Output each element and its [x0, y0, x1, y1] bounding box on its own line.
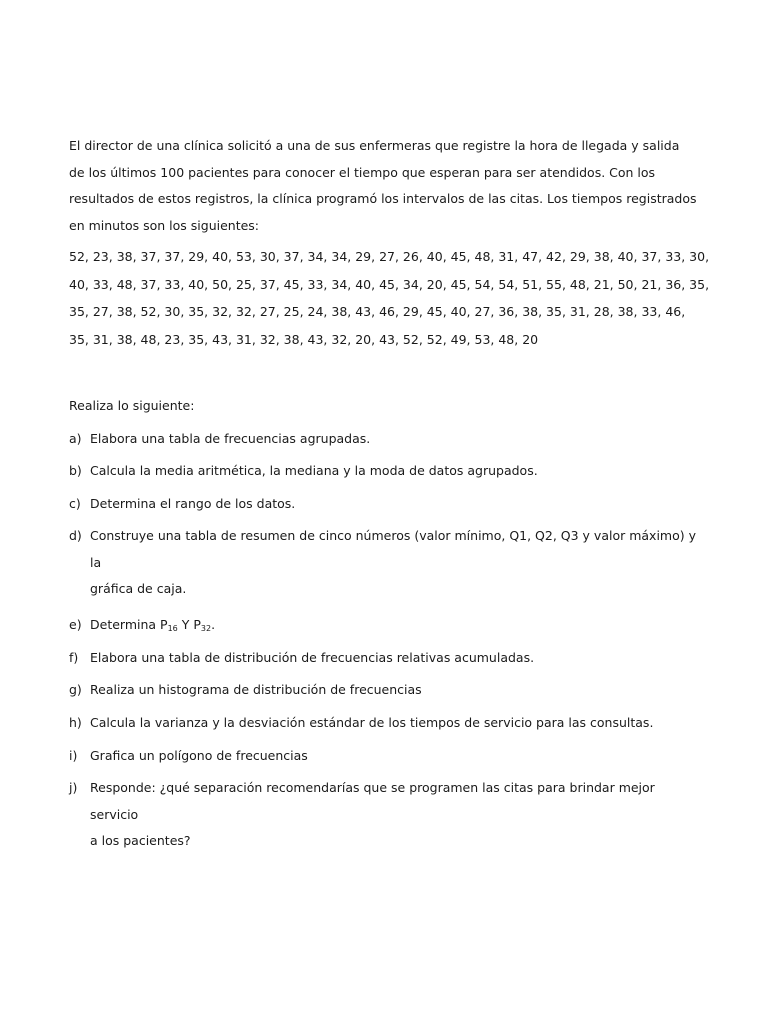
task-text-part: Y P — [177, 617, 201, 633]
intro-line: El director de una clínica solicitó a una de sus enfermeras que registre la hora de llegada y salida — [69, 138, 680, 153]
task-marker: d) — [69, 528, 82, 544]
percentile-subscript: 16 — [167, 624, 178, 634]
intro-line: en minutos son los siguientes: — [69, 217, 260, 233]
task-text: Construye una tabla de resumen de cinco números (valor mínimo, Q1, Q2, Q3 y valor máximo) y la — [90, 528, 696, 570]
task-text: Determina el rango de los datos. — [90, 495, 296, 511]
task-text: Grafica un polígono de frecuencias — [90, 747, 308, 763]
task-text: Calcula la media aritmética, la mediana y la moda de datos agrupados. — [90, 463, 538, 479]
task-marker: j) — [69, 780, 78, 796]
data-line: 40, 33, 48, 37, 33, 40, 50, 25, 37, 45, 33, 34, 40, 45, 34, 20, 45, 54, 54, 51, 55, 48, 21, 50, 21, 36, 35, — [69, 276, 710, 292]
task-text-continued: a los pacientes? — [90, 833, 191, 849]
task-item-c — [69, 494, 705, 514]
task-item-i — [69, 746, 705, 766]
data-line: 35, 27, 38, 52, 30, 35, 32, 32, 27, 25, 24, 38, 43, 46, 29, 45, 40, 27, 36, 38, 35, 31, 28, 38, 33, 46, — [69, 304, 686, 319]
task-item-f — [69, 648, 705, 668]
task-marker: f) — [69, 649, 79, 665]
task-item-e — [69, 615, 705, 635]
task-item-d — [69, 523, 705, 603]
task-text: Calcula la varianza y la desviación estándar de los tiempos de servicio para las consultas. — [90, 715, 654, 731]
intro-line: resultados de estos registros, la clínica programó los intervalos de las citas. Los tiempos registrados — [69, 191, 697, 206]
task-marker: a) — [69, 430, 82, 446]
task-item-g — [69, 680, 705, 700]
task-marker: c) — [69, 495, 81, 511]
task-text-part: Determina P — [90, 617, 168, 633]
task-text: Elabora una tabla de distribución de frecuencias relativas acumuladas. — [90, 649, 535, 665]
document-page — [69, 133, 710, 855]
task-list — [69, 429, 705, 855]
task-text: Realiza un histograma de distribución de frecuencias — [90, 682, 422, 698]
task-text-part: . — [211, 617, 216, 633]
task-marker: e) — [69, 617, 82, 633]
task-marker: i) — [69, 747, 78, 763]
section-title: Realiza lo siguiente: — [69, 398, 195, 413]
task-text: Elabora una tabla de frecuencias agrupadas. — [90, 430, 371, 446]
task-item-h — [69, 713, 705, 733]
task-marker: b) — [69, 463, 82, 479]
data-values — [69, 243, 710, 353]
intro-line: de los últimos 100 pacientes para conocer el tiempo que esperan para ser atendidos. Con los — [69, 164, 656, 180]
task-marker: h) — [69, 715, 82, 731]
task-text: Responde: ¿qué separación recomendarías que se programen las citas para brindar mejor servicio — [90, 780, 655, 822]
data-line: 52, 23, 38, 37, 37, 29, 40, 53, 30, 37, 34, 34, 29, 27, 26, 40, 45, 48, 31, 47, 42, 29, 38, 40, 37, 33, 30, — [69, 249, 710, 264]
problem-statement — [69, 133, 705, 239]
task-item-a — [69, 429, 705, 449]
data-line: 35, 31, 38, 48, 23, 35, 43, 31, 32, 38, 43, 32, 20, 43, 52, 52, 49, 53, 48, 20 — [69, 331, 539, 347]
task-marker: g) — [69, 682, 82, 698]
task-item-j — [69, 775, 705, 855]
task-text — [90, 617, 215, 632]
task-text-continued: gráfica de caja. — [90, 581, 187, 597]
percentile-subscript: 32 — [200, 624, 212, 634]
task-item-b — [69, 461, 705, 481]
